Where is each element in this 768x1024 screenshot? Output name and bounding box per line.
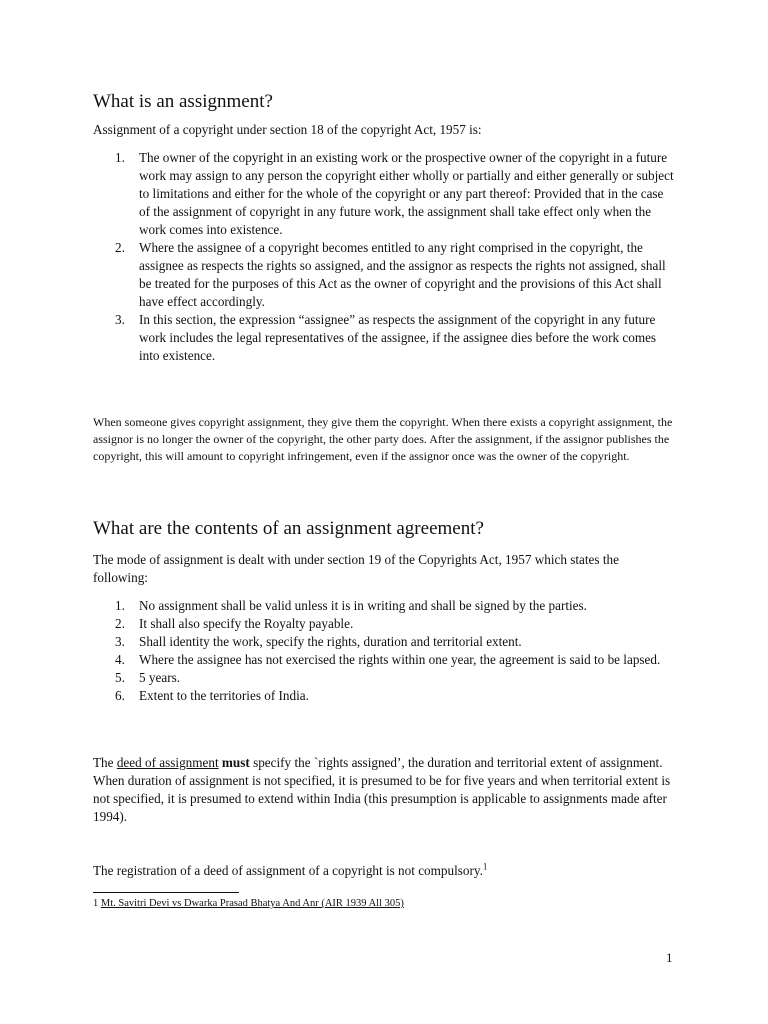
deed-of-assignment-link[interactable]: deed of assignment <box>116 755 219 770</box>
list-item-number: 1. <box>115 598 125 613</box>
list-item-text: In this section, the expression “assignee” as respects the assignment of the copyright in any future work includes the legal representatives of the assignee, if the assignee dies before the work comes into existence. <box>139 312 657 363</box>
footnote-number: 1 <box>93 898 101 909</box>
list-item-number: 5. <box>115 670 125 685</box>
list-item-text: Shall identity the work, specify the rights, duration and territorial extent. <box>139 634 522 649</box>
page-number: 1 <box>666 950 673 965</box>
list-item <box>115 149 675 239</box>
deed-rest: specify the `rights assigned’, the duration and territorial extent of assignment. When duration of assignment is not specified, it is presumed to be for five years and when territorial extent is not specified, it is presumed to extend within India (this presumption is applicable to assignments made after 1994). <box>93 755 671 824</box>
list-item-text: Extent to the territories of India. <box>139 688 309 703</box>
list-item <box>115 669 675 687</box>
list-item-number: 2. <box>115 240 125 255</box>
list-item-number: 4. <box>115 652 125 667</box>
list-item <box>115 687 675 705</box>
section2-intro: The mode of assignment is dealt with under section 19 of the Copyrights Act, 1957 which states the following: <box>93 552 619 585</box>
list-item-text: No assignment shall be valid unless it is in writing and shall be signed by the parties. <box>139 598 587 613</box>
registration-paragraph <box>93 862 683 880</box>
list-item <box>115 239 675 311</box>
list-item-number: 1. <box>115 150 125 165</box>
list-item-number: 6. <box>115 688 125 703</box>
section-heading-contents: What are the contents of an assignment agreement? <box>93 518 484 539</box>
must-emphasis: must <box>221 755 250 770</box>
footnote <box>93 897 404 911</box>
list-item-number: 2. <box>115 616 125 631</box>
footnote-separator <box>93 892 239 893</box>
list-item-number: 3. <box>115 634 125 649</box>
section-heading-assignment: What is an assignment? <box>93 91 273 112</box>
list-item-text: Where the assignee of a copyright becomes entitled to any right comprised in the copyright, the assignee as respects the rights so assigned, and the assignor as respects the rights not assigned, shall be treated for the purposes of this Act as the owner of copyright and the provisions of this Act shall have effect accordingly. <box>139 240 666 309</box>
deed-paragraph <box>93 754 683 826</box>
list-item <box>115 633 675 651</box>
list-item <box>115 651 675 669</box>
list-item-text: Where the assignee has not exercised the rights within one year, the agreement is said to be lapsed. <box>139 652 661 667</box>
registration-text: The registration of a deed of assignment of a copyright is not compulsory. <box>93 863 483 878</box>
list-item <box>115 311 675 365</box>
list-item-text: 5 years. <box>139 670 181 685</box>
deed-prefix: The <box>93 755 117 770</box>
section1-intro: Assignment of a copyright under section 18 of the copyright Act, 1957 is: <box>93 122 482 137</box>
assignment-explanation: When someone gives copyright assignment, they give them the copyright. When there exists a copyright assignment, the assignor is no longer the owner of the copyright, the other party does. After the assignment, if the assignor publishes the copyright, this will amount to copyright infringement, even if the assignor once was the owner of the copyright. <box>93 415 673 463</box>
list-item-text: The owner of the copyright in an existing work or the prospective owner of the copyright in a future work may assign to any person the copyright either wholly or partially and either generally or subject to limitations and either for the whole of the copyright or any part thereof: Provided that in the case of the assignment of copyright in any future work, the assignment shall take effect only when the work comes into existence. <box>139 150 674 237</box>
list-item-number: 3. <box>115 312 125 327</box>
footnote-reference[interactable]: 1 <box>482 861 488 872</box>
list-item <box>115 615 675 633</box>
section18-list <box>115 149 675 365</box>
footnote-citation-link[interactable]: Mt. Savitri Devi vs Dwarka Prasad Bhatya And Anr (AIR 1939 All 305) <box>100 898 404 909</box>
list-item <box>115 597 675 615</box>
list-item-text: It shall also specify the Royalty payable. <box>139 616 354 631</box>
section19-list <box>115 597 675 705</box>
